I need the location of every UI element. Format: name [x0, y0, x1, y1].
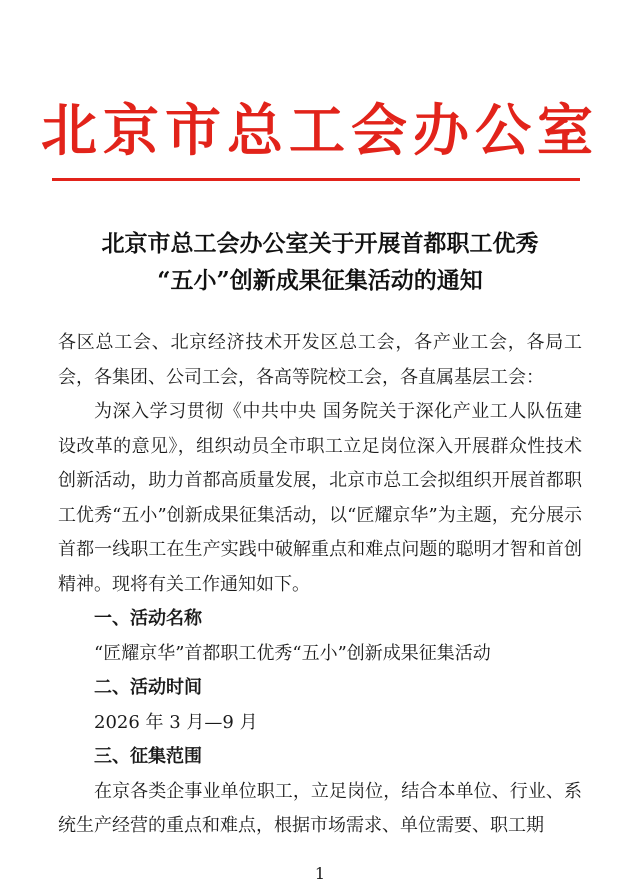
intro-paragraph: 为深入学习贯彻《中共中央 国务院关于深化产业工人队伍建设改革的意见》，组织动员全市职工立足岗位深入开展群众性技术创新活动，助力首都高质量发展，北京市总工会拟组织开展首都职工优秀“五小”创新成果征集活动，以“匠耀京华”为主题，充分展示首都一线职工在生产实践中破解重点和难点问题的聪明才智和首创精神。现将有关工作通知如下。 — [58, 401, 582, 595]
section-heading-name: 一、活动名称 — [94, 608, 202, 629]
section-content-time: 2026 年 3 月—9 月 — [94, 711, 258, 733]
document-body — [58, 326, 582, 844]
section-content-name: “匠耀京华”首都职工优秀“五小”创新成果征集活动 — [94, 642, 491, 664]
section-heading-time: 二、活动时间 — [94, 677, 202, 698]
document-title-line-1: 北京市总工会办公室关于开展首都职工优秀 — [101, 230, 539, 257]
page-number: 1 — [314, 864, 326, 883]
document-title-line-2: “五小”创新成果征集活动的通知 — [157, 267, 483, 294]
section-heading-scope: 三、征集范围 — [94, 746, 202, 767]
letterhead-title: 北京市总工会办公室 — [41, 98, 599, 164]
salutation: 各区总工会、北京经济技术开发区总工会，各产业工会，各局工会，各集团、公司工会，各高等院校工会，各直属基层工会： — [58, 332, 582, 388]
section-content-scope: 在京各类企事业单位职工，立足岗位，结合本单位、行业、系统生产经营的重点和难点，根据市场需求、单位需要、职工期 — [58, 780, 582, 836]
red-divider-rule — [52, 178, 580, 181]
document-title — [40, 225, 600, 299]
